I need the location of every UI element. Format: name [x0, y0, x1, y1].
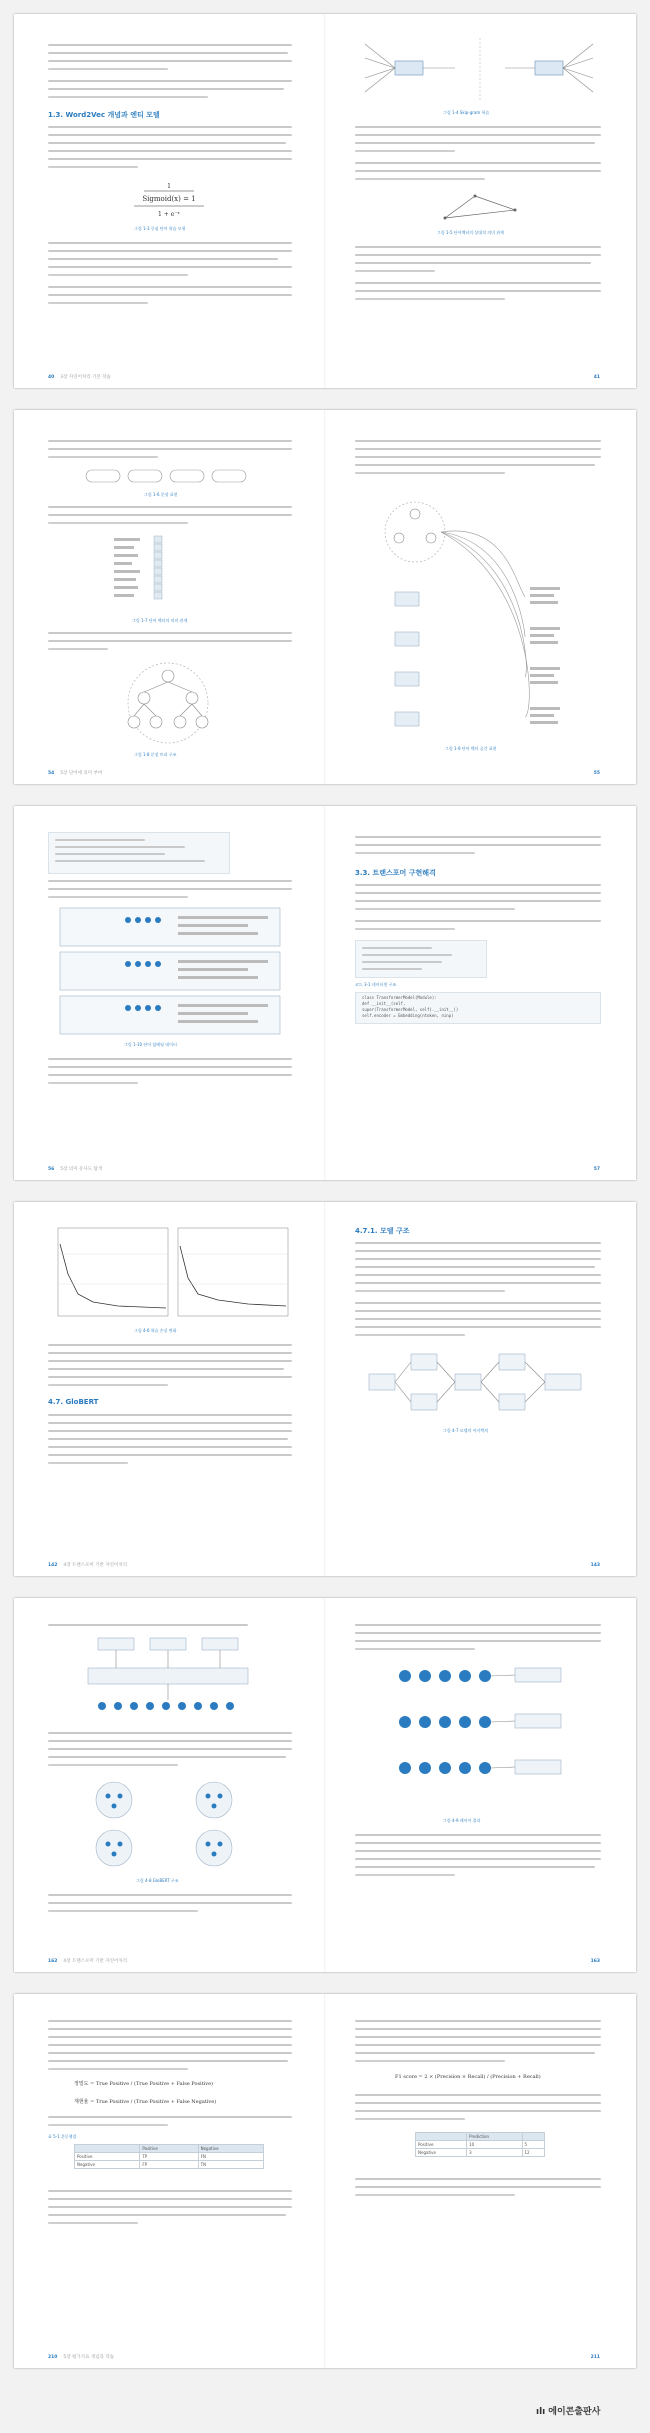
text-line — [48, 60, 292, 62]
text-line — [48, 250, 292, 252]
text-line — [48, 1430, 292, 1432]
table-cell: Negative — [416, 2149, 467, 2157]
text-line — [48, 1058, 292, 1060]
figure-caption: 그림 1-4 Skip-gram 학습 — [443, 110, 490, 115]
table-row — [416, 2133, 545, 2141]
page-54 — [14, 410, 325, 784]
page-163 — [325, 1598, 636, 1972]
table-cell: 12 — [522, 2149, 545, 2157]
text-line — [48, 2020, 292, 2022]
page-folio — [594, 1167, 606, 1172]
text-line — [355, 1250, 601, 1252]
text-line — [355, 1850, 601, 1852]
prediction-table — [415, 2132, 545, 2157]
text-line — [48, 640, 292, 642]
text-line — [48, 134, 292, 136]
text-line — [355, 170, 601, 172]
svg-text:1 + e⁻ˣ: 1 + e⁻ˣ — [158, 211, 180, 218]
text-line — [48, 286, 292, 288]
text-line — [48, 1454, 292, 1456]
text-line — [355, 928, 455, 930]
text-line — [355, 1274, 601, 1276]
table-cell: FP — [140, 2161, 198, 2169]
section-heading: 4.7. GloBERT — [48, 1398, 99, 1406]
text-line — [355, 1258, 601, 1260]
text-line — [355, 2094, 601, 2096]
page-folio — [591, 1959, 606, 1964]
vector-relation-figure — [435, 186, 525, 226]
text-line — [48, 2198, 292, 2200]
f1-formula: F1 score = 2 × (Precision × Recall) / (Precision + Recall) — [395, 2074, 541, 2080]
table-cell: Negative — [198, 2145, 263, 2153]
text-line — [355, 900, 601, 902]
text-line — [48, 1376, 292, 1378]
text-line — [355, 178, 485, 180]
page-number: 210 — [48, 2355, 58, 2360]
text-line — [48, 1368, 284, 1370]
text-line — [355, 254, 601, 256]
text-line — [355, 844, 601, 846]
text-line — [48, 1074, 292, 1076]
text-line — [355, 908, 515, 910]
text-line — [355, 262, 591, 264]
table-row — [75, 2145, 264, 2153]
folio-title: 5장 단어에 의미 부여 — [60, 771, 103, 776]
text-line — [355, 2178, 601, 2180]
text-line — [48, 1082, 138, 1084]
text-line — [355, 448, 601, 450]
figure-caption: 그림 1-10 단어 임베딩 데이터 — [124, 1042, 177, 1047]
figure-caption: 그림 1-8 문장 트리 구조 — [134, 752, 177, 757]
table-row — [416, 2141, 545, 2149]
text-line — [355, 1302, 601, 1304]
globert-figure — [78, 1632, 258, 1722]
folio-title: 3장 자연어처리 기본 학습 — [60, 375, 111, 380]
text-line — [355, 134, 601, 136]
page-210 — [14, 1994, 325, 2368]
text-line — [355, 142, 595, 144]
subsection-heading: 4.7.1. 모델 구조 — [355, 1227, 410, 1235]
note-box — [48, 832, 230, 874]
table-cell: FN — [198, 2153, 263, 2161]
page-211 — [325, 1994, 636, 2368]
text-line — [48, 274, 188, 276]
page-number: 163 — [590, 1959, 600, 1964]
text-line — [48, 888, 292, 890]
text-line — [355, 852, 475, 854]
page-57 — [325, 806, 636, 1180]
page-number: 56 — [48, 1167, 55, 1172]
text-line — [355, 1266, 595, 1268]
publisher-name: 에이콘출판사 — [548, 2407, 601, 2417]
text-line — [48, 44, 292, 46]
precision-formula: 정밀도 = True Positive / (True Positive + False Positive) — [74, 2081, 213, 2087]
text-line — [48, 1764, 178, 1766]
text-line — [355, 1318, 601, 1320]
text-line — [48, 1438, 288, 1440]
text-line — [48, 1066, 292, 1068]
text-line — [48, 302, 148, 304]
text-line — [48, 142, 286, 144]
table-cell: Positive — [416, 2141, 467, 2149]
text-line — [48, 1414, 292, 1416]
figure-caption: 그림 1-3 중심 단어 학습 모형 — [134, 226, 186, 231]
text-line — [355, 920, 601, 922]
text-line — [48, 1732, 292, 1734]
page-41 — [325, 14, 636, 388]
table-cell: TP — [140, 2153, 198, 2161]
text-line — [48, 2052, 292, 2054]
text-line — [48, 2036, 292, 2038]
section-heading: 3.3. 트랜스포머 구현해격 — [355, 869, 436, 877]
page-folio — [48, 2354, 114, 2360]
text-line — [355, 456, 601, 458]
figure-caption: 그림 1-7 단어 벡터의 의미 관계 — [132, 618, 188, 623]
text-line — [48, 1910, 198, 1912]
publisher-logo-mark: ılı — [536, 2407, 546, 2417]
text-line — [48, 1902, 292, 1904]
text-line — [355, 246, 601, 248]
text-line — [355, 2102, 601, 2104]
recall-formula: 재현율 = True Positive / (True Positive + False Negative) — [74, 2099, 217, 2105]
page-142 — [14, 1202, 325, 1576]
text-line — [355, 150, 455, 152]
table-row — [75, 2153, 264, 2161]
text-line — [48, 1352, 292, 1354]
text-line — [355, 2020, 601, 2022]
code-line: def __init__(self, — [362, 1001, 406, 1006]
text-line — [48, 2068, 188, 2070]
text-line — [48, 294, 292, 296]
folio-title: 5장 평가지표 개념과 학습 — [63, 2355, 115, 2360]
code-caption: 코드 3-1 데이터셋 구조 — [355, 982, 397, 987]
text-line — [48, 158, 292, 160]
table-row — [75, 2161, 264, 2169]
page-folio — [48, 374, 111, 380]
text-line — [355, 2052, 595, 2054]
figure-caption: 그림 1-5 단어벡터의 상대적 의미 관계 — [437, 230, 504, 235]
architecture-figure — [365, 1344, 591, 1424]
page-folio — [591, 1563, 606, 1568]
text-line — [48, 2206, 292, 2208]
text-line — [355, 2118, 465, 2120]
text-line — [355, 2186, 601, 2188]
embedding-figure — [58, 906, 282, 1036]
text-line — [48, 88, 284, 90]
text-line — [48, 1360, 292, 1362]
sentence-figure — [84, 466, 254, 488]
folio-title: 4장 트랜스포머 기반 자연어처리 — [63, 1563, 128, 1568]
text-line — [48, 2190, 292, 2192]
text-line — [355, 162, 601, 164]
confusion-matrix-table — [74, 2144, 264, 2169]
page-number: 211 — [590, 2355, 600, 2360]
table-cell: Negative — [75, 2161, 140, 2169]
skip-gram-figure — [355, 36, 605, 106]
page-folio — [48, 1958, 127, 1964]
page-143 — [325, 1202, 636, 1576]
text-line — [48, 258, 278, 260]
page-folio — [48, 770, 102, 776]
table-cell — [75, 2145, 140, 2153]
table-cell: 10 — [467, 2141, 522, 2149]
text-line — [48, 1894, 292, 1896]
page-56 — [14, 806, 325, 1180]
text-line — [48, 2124, 168, 2126]
table-cell: 3 — [467, 2149, 522, 2157]
page-folio — [594, 375, 606, 380]
text-line — [48, 1446, 292, 1448]
text-line — [355, 2194, 515, 2196]
text-line — [48, 1462, 128, 1464]
text-line — [48, 648, 108, 650]
figure-caption: 그림 4-6 학습 손실 변화 — [134, 1328, 177, 1333]
text-line — [355, 1842, 601, 1844]
code-line: super(TransformerModel, self).__init__() — [362, 1007, 459, 1012]
text-line — [48, 514, 292, 516]
text-line — [48, 1384, 168, 1386]
text-line — [48, 2116, 292, 2118]
text-line — [48, 1756, 286, 1758]
text-line — [48, 1422, 292, 1424]
text-line — [48, 68, 168, 70]
page-number: 57 — [593, 1167, 600, 1172]
text-line — [48, 150, 292, 152]
page-number: 143 — [590, 1563, 600, 1568]
table-cell — [416, 2133, 467, 2141]
text-line — [355, 1326, 601, 1328]
text-line — [48, 1748, 292, 1750]
page-folio — [48, 1562, 127, 1568]
figure-caption: 그림 4-9 레이어 결과 — [443, 1818, 481, 1823]
table-cell: TN — [198, 2161, 263, 2169]
text-line — [48, 448, 292, 450]
text-line — [355, 1632, 601, 1634]
text-line — [355, 892, 601, 894]
text-line — [355, 2060, 505, 2062]
text-line — [48, 2214, 286, 2216]
table-cell: 5 — [522, 2141, 545, 2149]
text-line — [355, 1282, 601, 1284]
text-line — [355, 472, 505, 474]
text-line — [48, 126, 292, 128]
text-line — [48, 522, 188, 524]
page-number: 142 — [48, 1563, 58, 1568]
text-line — [355, 126, 601, 128]
book-spread-6 — [14, 1994, 636, 2368]
text-line — [355, 464, 595, 466]
table-caption: 표 5-1 혼동행렬 — [48, 2134, 77, 2139]
page-number: 162 — [48, 1959, 58, 1964]
page-number: 41 — [593, 375, 600, 380]
text-line — [355, 1874, 455, 1876]
page-folio — [591, 2355, 606, 2360]
text-line — [355, 1640, 601, 1642]
layer-output-figure — [375, 1662, 575, 1812]
figure-caption: 그림 4-8 GloBERT 구조 — [136, 1878, 179, 1883]
text-line — [355, 1648, 475, 1650]
attention-figure — [74, 1774, 264, 1874]
figure-caption: 그림 1-9 단어 벡터 공간 표현 — [445, 746, 497, 751]
text-line — [355, 298, 505, 300]
figure-caption: 그림 4-7 모델의 아키텍처 — [443, 1428, 489, 1433]
vector-space-figure — [355, 482, 605, 742]
book-spread-1 — [14, 14, 636, 388]
text-line — [355, 2044, 601, 2046]
text-line — [355, 1310, 601, 1312]
text-line — [48, 96, 208, 98]
table-cell: Positive — [75, 2153, 140, 2161]
text-line — [355, 2028, 601, 2030]
text-line — [355, 1866, 595, 1868]
loss-plot-figure — [48, 1224, 292, 1324]
table-row — [416, 2149, 545, 2157]
text-line — [355, 2110, 601, 2112]
table-cell — [522, 2133, 545, 2141]
text-line — [48, 506, 292, 508]
text-line — [355, 1858, 601, 1860]
text-line — [355, 440, 601, 442]
text-line — [355, 282, 601, 284]
equation-figure — [114, 176, 224, 222]
text-line — [48, 2060, 288, 2062]
text-line — [355, 270, 435, 272]
text-line — [48, 896, 188, 898]
code-block — [355, 992, 601, 1024]
text-line — [48, 456, 158, 458]
book-spread-2 — [14, 410, 636, 784]
svg-text:Sigmoid(x) = 1: Sigmoid(x) = 1 — [142, 195, 196, 203]
text-line — [355, 1834, 601, 1836]
page-folio — [594, 771, 606, 776]
text-line — [355, 2036, 601, 2038]
text-line — [48, 2044, 292, 2046]
code-line: self.encoder = Embedding(ntoken, ninp) — [362, 1013, 454, 1018]
text-line — [48, 632, 292, 634]
publisher-logo — [536, 2404, 603, 2417]
folio-title: 5장 의미 유사도 탐색 — [60, 1167, 103, 1172]
text-line — [355, 836, 601, 838]
dataset-box — [355, 940, 487, 978]
page-number: 40 — [48, 375, 55, 380]
text-line — [48, 1344, 292, 1346]
table-cell: Prediction — [467, 2133, 522, 2141]
book-spread-5 — [14, 1598, 636, 1972]
page-folio — [48, 1166, 102, 1172]
text-line — [48, 242, 292, 244]
word-list-figure — [104, 534, 234, 614]
text-line — [48, 80, 292, 82]
folio-title: 4장 트랜스포머 기반 자연어처리 — [63, 1959, 128, 1964]
book-spread-3 — [14, 806, 636, 1180]
page-162 — [14, 1598, 325, 1972]
section-heading: 1.3. Word2Vec 개념과 엔티 모델 — [48, 111, 160, 119]
figure-caption: 그림 1-6 문장 표현 — [144, 492, 178, 497]
svg-text:1: 1 — [167, 183, 171, 190]
text-line — [355, 884, 601, 886]
code-line: class TransformerModel(Module): — [362, 995, 437, 1000]
table-cell: Positive — [140, 2145, 198, 2153]
text-line — [48, 2028, 292, 2030]
text-line — [48, 440, 292, 442]
text-line — [355, 1624, 601, 1626]
book-spread-4 — [14, 1202, 636, 1576]
page-40 — [14, 14, 325, 388]
text-line — [48, 1740, 292, 1742]
text-line — [48, 266, 292, 268]
page-number: 54 — [48, 771, 55, 776]
text-line — [48, 880, 292, 882]
page-55 — [325, 410, 636, 784]
page-number: 55 — [593, 771, 600, 776]
text-line — [48, 2222, 138, 2224]
text-line — [355, 1334, 465, 1336]
text-line — [355, 1242, 601, 1244]
text-line — [48, 52, 288, 54]
text-line — [355, 290, 601, 292]
tree-figure — [94, 658, 244, 748]
text-line — [355, 1290, 505, 1292]
text-line — [48, 166, 138, 168]
text-line — [48, 1624, 248, 1626]
